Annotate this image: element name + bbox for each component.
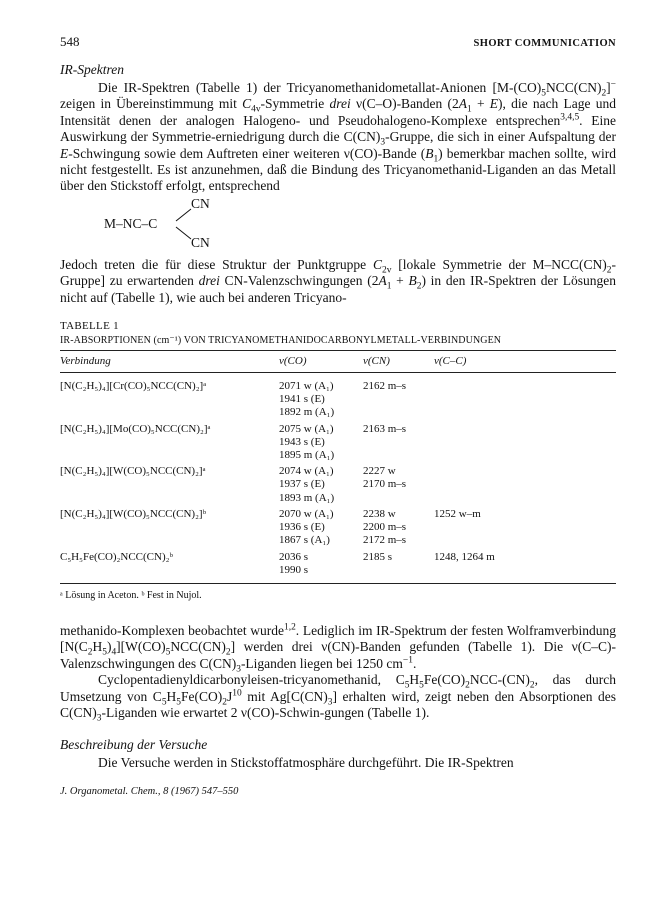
paragraph-5: Die Versuche werden in Stickstoffatmosphäre durchgeführt. Die IR-Spektren [98,755,514,771]
table-row [60,462,616,505]
formula-bonds [60,199,260,251]
p3-s13: 3 [236,664,241,675]
p2-s3: [lokale Symmetrie der M–NCC(CN) [391,256,607,272]
p1-s2: NCC(CN) [545,80,602,95]
p1-s10: drei [329,96,351,112]
p4-s15: 10 [232,688,242,699]
cell-cn [363,373,434,420]
cell-co-value: 1937 s (E) [279,478,325,491]
p4-s7: 2 [529,680,535,691]
p4-s4: Fe(CO) [423,672,466,688]
header-nu-cn: ν(CN) [363,355,390,368]
p1-s18: . Eine Auswirkung der Symmetrie-erniedrigung durch die C(CN) [60,112,616,145]
p3-s16: . [412,655,417,671]
p3-s10: NCC(CN) [170,639,226,655]
formula-cn-bottom: CN [191,234,210,250]
p1-s8: 4v [251,105,261,116]
p3-s2: . Lediglich im IR-Spektrum der festen Wolframverbindung [N(C [60,622,616,655]
ir-table [60,351,616,577]
p3-s3: 2 [87,648,93,658]
cell-cn-value: 2163 m–s [363,422,407,435]
table-footnote: ᵃ Lösung in Aceton. ᵇ Fest in Nujol. [60,589,202,601]
cell-cn [363,548,434,577]
running-title: SHORT COMMUNICATION [473,38,616,49]
p4-s14: J [226,688,233,704]
paragraph-2 [60,257,616,306]
p1-s14: + [471,96,490,112]
cell-compound: [N(C₂H₅)₄][Cr(CO)₅NCC(CN)₂]ᵃ [60,380,207,393]
p1-s21: E [60,145,69,161]
cell-compound: C₅H₅Fe(CO)₂NCC(CN)₂ᵇ [60,550,173,563]
p4-s10: H [166,688,177,704]
cell-cc [434,462,616,505]
p4-s6: NCC-(CN) [469,672,530,688]
header-nu-co: ν(CO) [279,355,307,368]
p1-s17: 3,4,5 [560,112,580,123]
p2-s4: 2 [606,265,612,276]
table-body [60,373,616,577]
cell-cn [363,505,434,548]
p1-s24: 1 [433,154,439,165]
p1-s4: ] [606,80,611,95]
p3-s6: ) [106,639,112,655]
section-title-versuche: Beschreibung der Versuche [60,737,208,753]
cell-co-value: 1893 m (A₁) [279,491,335,504]
p3-s0: methanido-Komplexen beobachtet wurde [60,622,284,638]
p4-s19: 3 [96,713,102,724]
cell-co-value: 2036 s [279,550,309,563]
p4-s2: H [409,672,420,688]
p1-s25: ) bemerkbar machen sollte, wird nicht festgestellt. Es ist anzunehmen, daß die Bindung des Tricyanomethanid-Liganden an das Metall über den Stickstoff erfolgt, entsprechend [60,145,616,194]
p4-s9: 5 [161,697,167,708]
p1-s1: 5 [541,88,546,99]
p1-s12: A [458,96,468,112]
p4-s16: mit Ag[C(CN) [241,688,328,704]
p1-s7: C [242,96,252,112]
paragraph-3 [60,622,616,675]
p1-s19: 3 [380,137,386,148]
header-nu-cc: ν(C–C) [434,355,467,368]
page-header [60,34,616,50]
table-row [60,505,616,548]
cell-compound: [N(C₂H₅)₄][W(CO)₅NCC(CN)₂]ᵇ [60,507,206,520]
cell-co-value: 1990 s [279,563,309,576]
p3-s15: −1 [402,655,413,666]
cell-co-value: 1895 m (A₁) [279,449,335,462]
cell-co [279,548,363,577]
p4-s3: 5 [419,680,424,691]
p1-s20: -Gruppe, die sich in einer Aufspaltung der [385,129,616,145]
cell-cc-value: 1248, 1264 m [434,550,495,563]
cell-cn-value: 2227 w [363,465,396,478]
cell-cc [434,505,616,548]
p2-s5: -Gruppe] zu erwartenden [60,256,616,289]
p4-s5: 2 [465,680,470,691]
p1-s0: Die IR-Spektren (Tabelle 1) der Tricyanomethanidometallat-Anionen [M-(CO) [98,80,542,95]
table-caption: TABELLE 1 [60,320,119,333]
cell-co [279,373,363,420]
cell-co [279,420,363,463]
p3-s1: 1,2 [284,622,296,633]
cell-co-value: 2070 w (A₁) [279,507,334,520]
p4-s20: -Liganden wie erwartet 2 ν(CO)-Schwin-gungen (Tabelle 1). [101,704,430,720]
cell-cc-value: 1252 w–m [434,507,481,520]
p1-s5: − [610,79,616,90]
p2-s2: 2v [381,265,392,276]
p2-s12: 2 [416,281,422,292]
p2-s9: 1 [386,281,392,292]
table-subcaption: IR-ABSORPTIONEN (cm⁻¹) VON TRICYANOMETHANIDOCARBONYLMETALL-VERBINDUNGEN [60,335,502,347]
cell-co-value: 2074 w (A₁) [279,465,334,478]
cell-co-value: 1943 s (E) [279,435,325,448]
p3-s5: 5 [102,648,107,658]
cell-compound: [N(C₂H₅)₄][Mo(CO)₅NCC(CN)₂]ᵃ [60,422,211,435]
paragraph-4 [60,672,616,724]
cell-co-value: 2075 w (A₁) [279,422,334,435]
cell-cn-value: 2172 m–s [363,534,407,547]
table-row [60,420,616,463]
cell-co-value: 1867 s (A₁) [279,534,330,547]
cell-compound: [N(C₂H₅)₄][W(CO)₅NCC(CN)₂]ᵃ [60,465,206,478]
table-row [60,373,616,420]
cell-co-value: 1941 s (E) [279,393,325,406]
cell-co-value: 2071 w (A₁) [279,380,334,393]
p3-s14: -Liganden liegen bei 1250 cm [240,655,403,671]
cell-co-value: 1892 m (A₁) [279,406,335,419]
p2-s11: B [408,273,417,289]
header-verbindung: Verbindung [60,355,111,368]
p3-s12: ] werden drei ν(CN)-Banden gefunden (Tabelle 1). Die ν(C–C)-Valenzschwingungen des C(CN) [60,639,616,671]
p3-s11: 2 [225,648,231,658]
journal-citation: J. Organometal. Chem., 8 (1967) 547–550 [60,785,239,797]
p2-s0: Jedoch treten die für diese Struktur der Punktgruppe [60,256,373,272]
p4-s0: Cyclopentadienyldicarbonyleisen-tricyanomethanid, C [98,672,405,688]
cell-cc [434,420,616,463]
p4-s8: , das durch Umsetzung von C [60,672,616,704]
table-row [60,548,616,577]
p2-s7: CN-Valenzschwingungen (2 [219,273,379,289]
p4-s18: ] erhalten wird, zeigt neben den Absorptionen des C(CN) [60,688,616,720]
cell-cc [434,373,616,420]
cell-co [279,505,363,548]
formula-m-nc-c: M–NC–C [104,215,158,231]
p1-s15: E [489,96,499,112]
p4-s11: 5 [176,697,181,708]
cell-cn-value: 2162 m–s [363,380,407,393]
formula-cn-top: CN [191,195,210,211]
p2-s13: ) in den IR-Spektren der Lösungen nicht auf (Tabelle 1), wie auch bei anderen Tricyano- [60,273,616,305]
p3-s4: H [92,639,103,655]
p1-s6: zeigen in Übereinstimmung mit [60,96,243,112]
p3-s9: 5 [165,648,171,658]
cell-cn-value: 2200 m–s [363,521,407,534]
p1-s16: ), die nach Lage und Intensität denen der analogen Halogeno- und Pseudohalogeno-Komplexe entsprechen [60,96,616,128]
p3-s8: ][W(CO) [116,639,166,655]
cell-cn-value: 2238 w [363,507,396,520]
p4-s13: 2 [222,697,227,708]
p1-s22: -Schwingung sowie dem Auftreten einer weiteren ν(CO)-Bande ( [68,145,426,161]
p1-s3: 2 [601,88,607,99]
table-bottom-rule [60,583,616,584]
cell-cn-value: 2185 s [363,550,393,563]
cell-cn-value: 2170 m–s [363,478,407,491]
page-number: 548 [60,34,80,49]
cell-cn [363,462,434,505]
cell-co-value: 1936 s (E) [279,521,325,534]
p3-s7: 4 [111,648,117,658]
p1-s11: ν(C–O)-Banden (2 [350,96,459,112]
p4-s12: Fe(CO) [181,688,223,704]
structural-formula [60,195,616,251]
section-title-ir-spektren: IR-Spektren [60,62,124,77]
p2-s8: A [378,273,387,289]
p2-s1: C [372,256,382,272]
cell-co [279,462,363,505]
p1-s23: B [425,145,434,161]
page [60,34,616,797]
p1-s9: -Symmetrie [260,96,330,112]
table-header-row [60,351,616,372]
p4-s17: 3 [327,697,333,708]
p1-s13: 1 [467,105,472,116]
p4-s1: 5 [404,680,410,691]
paragraph-1 [60,80,616,195]
cell-cn [363,420,434,463]
p2-s10: + [391,273,409,289]
p2-s6: drei [198,273,220,289]
cell-cc [434,548,616,577]
